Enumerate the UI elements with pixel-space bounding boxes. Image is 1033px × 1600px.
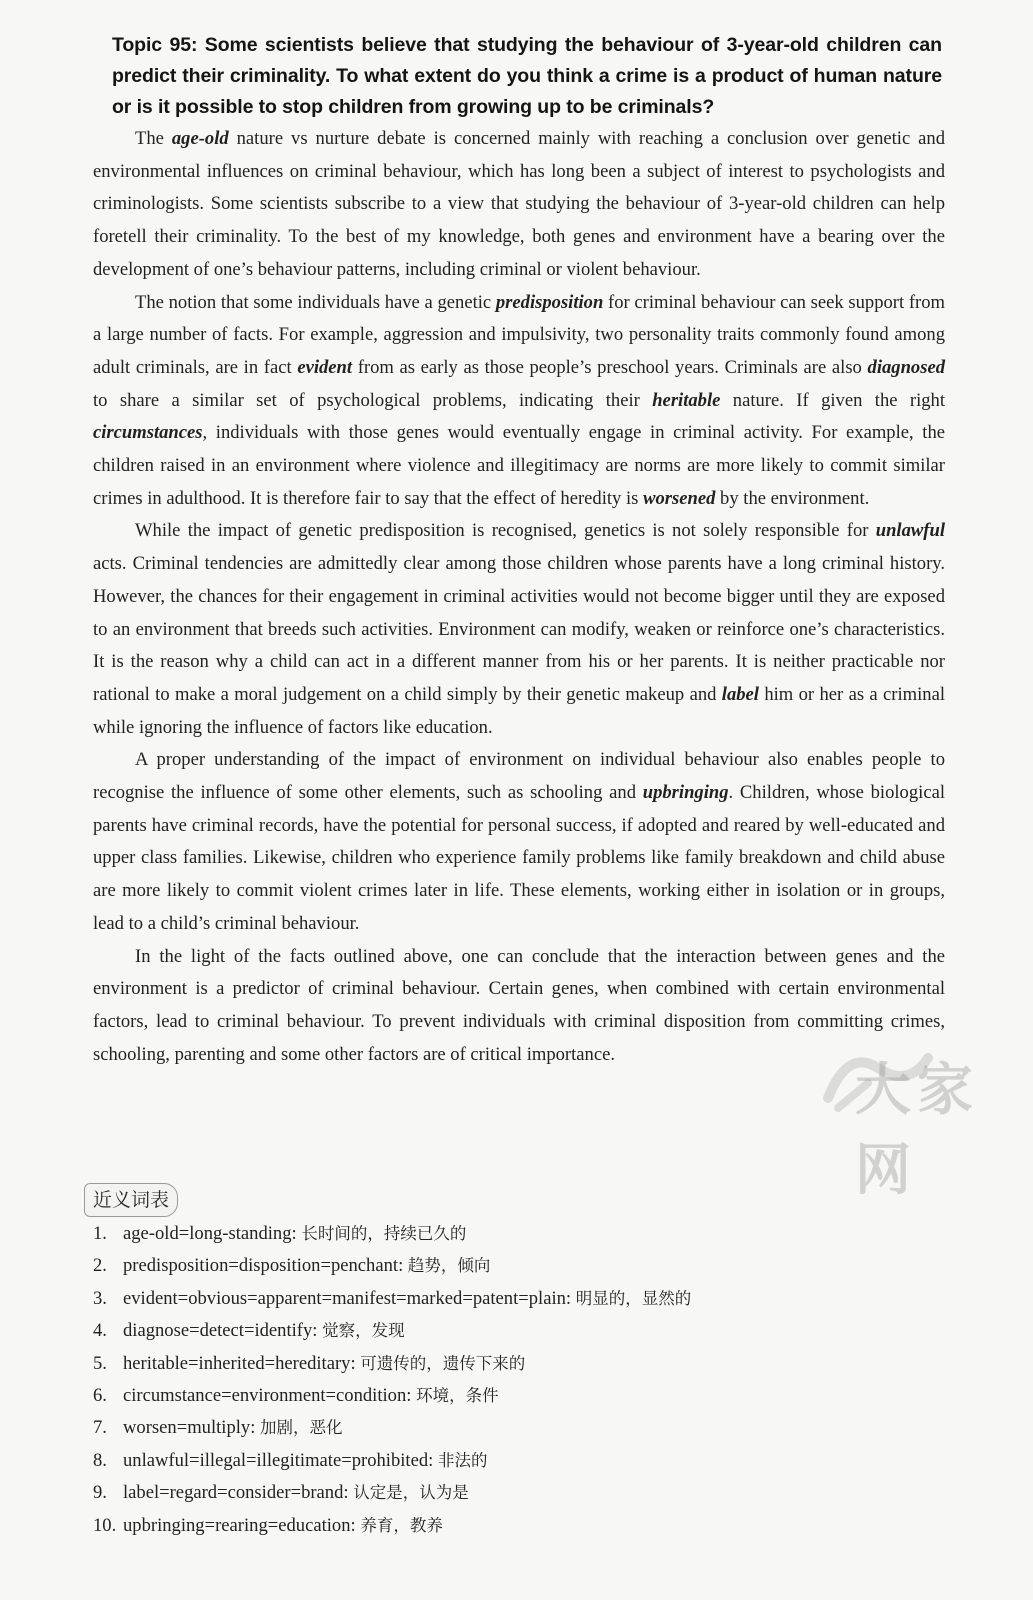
keyword-emphasis: unlawful: [875, 520, 945, 542]
keyword-emphasis: worsened: [643, 487, 716, 509]
essay-paragraph: [93, 515, 945, 744]
vocabulary-item: [93, 1315, 953, 1347]
vocabulary-item-chinese: 加剧，恶化: [260, 1418, 343, 1438]
paragraph-text: A proper understanding of the impact of environment on individual behaviour also enables people to recognise the influence of some other elements, such as schooling and: [93, 749, 945, 804]
vocabulary-item-chinese: 养育，教养: [360, 1515, 443, 1535]
vocabulary-item-english: unlawful=illegal=illegitimate=prohibited:: [123, 1449, 438, 1471]
vocabulary-item: [93, 1380, 953, 1412]
paragraph-text: In the light of the facts outlined above, one can conclude that the interaction between genes and the environment is a predictor of criminal behaviour. Certain genes, when combined with certain environmental factors, lead to criminal behaviour. To prevent individuals with criminal disposition from committing crimes, schooling, parenting and some other factors are of critical importance.: [93, 945, 945, 1065]
watermark-text: 大家网: [855, 1058, 979, 1203]
vocabulary-item-number: 8.: [93, 1449, 107, 1471]
vocabulary-item: [93, 1412, 953, 1444]
essay-body: [93, 123, 945, 1071]
vocabulary-item-chinese: 环境，条件: [416, 1386, 499, 1406]
vocabulary-item: [93, 1283, 953, 1315]
paragraph-text: nature vs nurture debate is concerned mainly with reaching a conclusion over genetic and environmental influences on criminal behaviour, which has long been a subject of interest to psychologists and criminologists. Some scientists subscribe to a view that studying the behaviour of 3-year-old children can help foretell their criminality. To the best of my knowledge, both genes and environment have a bearing over the development of one’s behaviour patterns, including criminal or violent behaviour.: [93, 128, 945, 280]
vocabulary-item-chinese: 长时间的，持续已久的: [301, 1224, 467, 1243]
paragraph-text: by the environment.: [715, 487, 870, 509]
paragraph-text: . Children, whose biological parents have criminal records, have the potential for personal success, if adopted and reared by well-educated and upper class families. Likewise, children who experience family problems like family breakdown and child abuse are more likely to commit violent crimes later in life. These elements, working either in isolation or in groups, lead to a child’s criminal behaviour.: [93, 782, 945, 934]
essay-paragraph: [93, 287, 945, 516]
vocabulary-item: [93, 1445, 953, 1477]
vocabulary-item-english: upbringing=rearing=education:: [123, 1514, 361, 1536]
vocabulary-item-english: label=regard=consider=brand:: [123, 1482, 354, 1504]
vocabulary-item-english: circumstance=environment=condition:: [123, 1385, 417, 1407]
vocabulary-item-english: worsen=multiply:: [123, 1417, 261, 1439]
vocabulary-item: [93, 1510, 953, 1542]
vocabulary-item-number: 9.: [93, 1482, 107, 1504]
keyword-emphasis: circumstances: [93, 422, 203, 444]
paragraph-text: him or her as a criminal while ignoring the influence of factors like education.: [93, 683, 945, 738]
keyword-emphasis: upbringing: [642, 782, 729, 804]
topic-heading: Topic 95: Some scientists believe that studying the behaviour of 3-year-old children can predict their criminality. To what extent do you think a crime is a product of human nature or is it possible to stop children from growing up to be criminals?: [112, 34, 942, 118]
essay-paragraph: [93, 744, 945, 940]
essay-paragraph: [93, 123, 945, 287]
paragraph-text: The notion that some individuals have a genetic: [135, 291, 496, 313]
vocabulary-item-english: diagnose=detect=identify:: [123, 1320, 323, 1342]
vocabulary-item-number: 6.: [93, 1385, 107, 1407]
vocabulary-item: [93, 1477, 953, 1509]
paragraph-text: While the impact of genetic predisposition is recognised, genetics is not solely responsible for: [135, 520, 876, 542]
vocabulary-item-chinese: 明显的，显然的: [575, 1288, 692, 1308]
vocabulary-header: 近义词表: [84, 1183, 178, 1217]
vocabulary-item-number: 2.: [93, 1255, 107, 1277]
keyword-emphasis: label: [721, 683, 759, 705]
vocabulary-item: [93, 1348, 953, 1380]
vocabulary-item-number: 5.: [93, 1352, 107, 1374]
vocabulary-item-number: 10.: [93, 1514, 117, 1536]
vocabulary-item-chinese: 非法的: [437, 1450, 488, 1470]
paragraph-text: The: [135, 128, 172, 149]
paragraph-text: nature. If given the right: [720, 389, 945, 411]
keyword-emphasis: diagnosed: [867, 356, 945, 378]
vocabulary-item-chinese: 觉察，发现: [322, 1321, 405, 1341]
vocabulary-item-number: 3.: [93, 1287, 107, 1309]
vocabulary-item: [93, 1218, 953, 1250]
paragraph-text: for criminal behaviour can seek support from a large number of facts. For example, aggression and impulsivity, two personality traits commonly found among adult criminals, are in fact: [93, 291, 945, 378]
vocabulary-item-english: age-old=long-standing:: [123, 1223, 302, 1244]
vocabulary-item-chinese: 认定是，认为是: [353, 1483, 469, 1503]
vocabulary-item-number: 1.: [93, 1223, 107, 1244]
paragraph-text: , individuals with those genes would eventually engage in criminal activity. For example, the children raised in an environment where violence and illegitimacy are norms are more likely to commit similar crimes in adulthood. It is therefore fair to say that the effect of heredity is: [93, 422, 945, 509]
vocabulary-item-english: predisposition=disposition=penchant:: [123, 1255, 408, 1277]
vocabulary-list: [93, 1218, 953, 1542]
keyword-emphasis: age-old: [171, 128, 229, 149]
vocabulary-item-number: 7.: [93, 1417, 107, 1439]
vocabulary-item-chinese: 可遗传的，遗传下来的: [360, 1353, 526, 1373]
paragraph-text: from as early as those people’s preschool years. Criminals are also: [352, 356, 868, 378]
paragraph-text: acts. Criminal tendencies are admittedly clear among those children whose parents have a long criminal history. However, the chances for their engagement in criminal activities would not become bigger until they are exposed to an environment that breeds such activities. Environment can modify, weaken or reinforce one’s characteristics. It is the reason why a child can act in a different manner from his or her parents. It is neither practicable nor rational to make a moral judgement on a child simply by their genetic makeup and: [93, 553, 945, 705]
keyword-emphasis: evident: [297, 356, 353, 378]
vocabulary-item-chinese: 趋势，倾向: [407, 1256, 491, 1276]
vocabulary-item-number: 4.: [93, 1320, 107, 1342]
vocabulary-item-english: heritable=inherited=hereditary:: [123, 1352, 361, 1374]
keyword-emphasis: predisposition: [495, 291, 604, 313]
keyword-emphasis: heritable: [652, 389, 721, 411]
vocabulary-item: [93, 1250, 953, 1282]
paragraph-text: to share a similar set of psychological problems, indicating their: [93, 389, 653, 411]
vocabulary-item-english: evident=obvious=apparent=manifest=marked=patent=plain:: [123, 1287, 576, 1309]
